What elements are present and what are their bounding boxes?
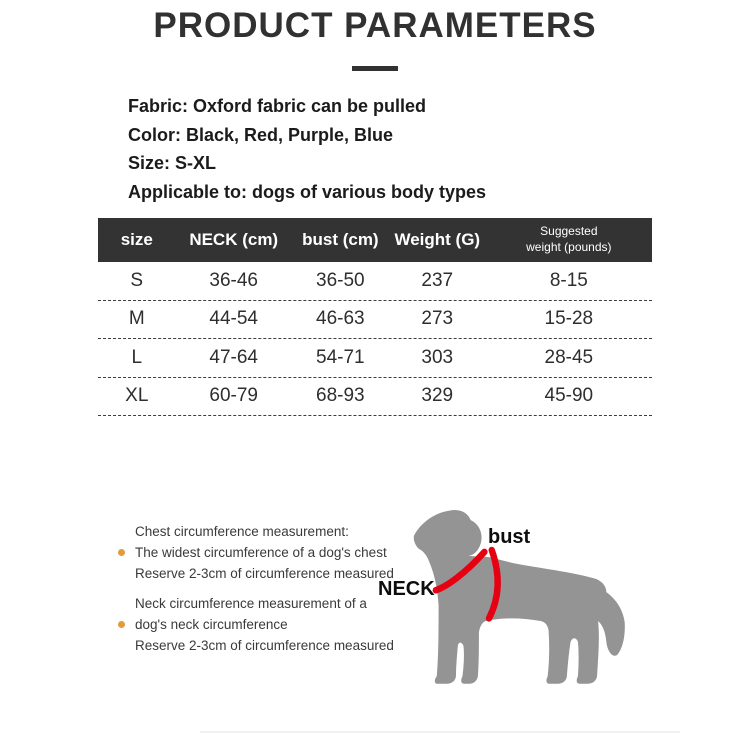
detail-applicable: Applicable to: dogs of various body types	[128, 181, 487, 202]
neck-label: NECK	[378, 578, 435, 600]
header-cell-bust: bust (cm)	[302, 230, 379, 249]
bottom-divider	[200, 731, 680, 733]
bullet-dot	[118, 549, 125, 556]
size-table-header	[98, 218, 652, 262]
bullet-dot	[118, 621, 125, 628]
cell-weight: 303	[421, 346, 454, 368]
page-title: PRODUCT PARAMETERS	[153, 6, 597, 45]
suggested-line1: Suggested	[540, 224, 598, 239]
size-table	[98, 218, 652, 416]
cell-bust: 54-71	[316, 346, 365, 368]
header-cell-suggested-weight	[486, 224, 652, 255]
cell-neck: 44-54	[209, 308, 259, 330]
cell-suggested: 45-90	[544, 385, 594, 407]
guide-line: Chest circumference measurement:	[135, 524, 349, 539]
guide-line: Reserve 2-3cm of circumference measured	[135, 566, 394, 581]
detail-fabric: Fabric: Oxford fabric can be pulled	[128, 96, 427, 116]
product-details	[128, 92, 486, 206]
table-row-xl	[98, 378, 652, 417]
guide-line: The widest circumference of a dog's chest	[135, 545, 387, 560]
cell-bust: 36-50	[316, 269, 365, 291]
cell-weight: 329	[421, 385, 454, 407]
cell-bust: 68-93	[316, 385, 365, 407]
bust-label: bust	[488, 526, 531, 548]
cell-neck: 36-46	[209, 269, 259, 291]
cell-size: XL	[125, 385, 149, 407]
cell-size: S	[130, 269, 144, 291]
cell-bust: 46-63	[316, 308, 365, 330]
guide-line: Reserve 2-3cm of circumference measured	[135, 638, 394, 653]
table-row-l	[98, 339, 652, 378]
detail-color: Color: Black, Red, Purple, Blue	[128, 124, 394, 145]
cell-weight: 273	[421, 308, 454, 330]
dog-diagram	[370, 500, 660, 710]
cell-suggested: 8-15	[549, 269, 588, 291]
header-cell-neck: NECK (cm)	[189, 230, 279, 249]
guide-line: Neck circumference measurement of a	[135, 596, 367, 611]
header-cell-weight: Weight (G)	[394, 230, 481, 249]
cell-neck: 60-79	[209, 385, 259, 407]
cell-size: M	[128, 308, 145, 330]
cell-suggested: 28-45	[544, 346, 594, 368]
cell-weight: 237	[421, 269, 454, 291]
title-underline	[352, 66, 398, 71]
table-row-s	[98, 262, 652, 301]
suggested-line2: weight (pounds)	[526, 240, 612, 254]
cell-suggested: 15-28	[544, 308, 594, 330]
cell-neck: 47-64	[209, 346, 259, 368]
table-row-m	[98, 301, 652, 340]
detail-size: Size: S-XL	[128, 153, 217, 173]
cell-size: L	[131, 346, 143, 368]
header-cell-size: size	[120, 230, 153, 249]
guide-line: dog's neck circumference	[135, 617, 288, 632]
